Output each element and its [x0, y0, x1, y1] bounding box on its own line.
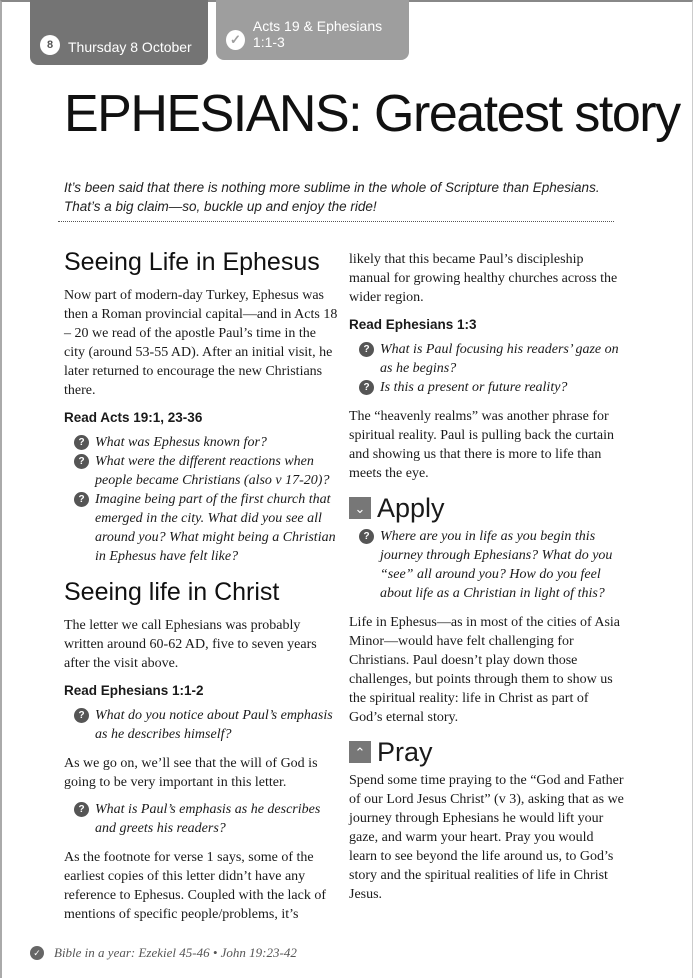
question-icon: ?	[74, 435, 89, 450]
question: ? What were the different reactions when people became Christians (also v 17-20)?	[64, 452, 339, 490]
question: ? Imagine being part of the first church that emerged in the city. What did you see all around you? What might being a Christian in Ephesus have felt like?	[64, 490, 339, 566]
question: ? What is Paul focusing his readers’ gaze on as he begins?	[349, 340, 624, 378]
question: ? What was Ephesus known for?	[64, 433, 339, 452]
question-list	[64, 433, 339, 566]
paragraph: Spend some time praying to the “God and Father of our Lord Jesus Christ” (v 3), asking that as we journey through Ephesians he would lift your gaze, and warm your heart. Pray you would learn to see beyond the life around us, to God’s story and the spiritual realities of life in Christ Jesus.	[349, 773, 624, 902]
left-column	[64, 246, 339, 932]
divider	[58, 221, 614, 222]
question-icon: ?	[359, 342, 374, 357]
paragraph: Now part of modern-day Turkey, Ephesus was then a Roman provincial capital—and in Acts 18 – 20 we read of the apostle Paul’s time in the city (around 53-55 AD). After an initial visit, he later returned to encourage the new Christians there.	[64, 288, 338, 398]
paragraph: Life in Ephesus—as in most of the cities of Asia Minor—would have felt challenging for Christians. Paul doesn’t play down those challenges, but points through them to show us the spiritual reality: life in Christ as part of God’s eternal story.	[349, 615, 621, 725]
day-number-badge: 8	[40, 35, 60, 55]
apply-heading: ⌄ Apply	[349, 497, 624, 519]
pray-heading: ⌃ Pray	[349, 741, 624, 763]
reading-tab	[216, 0, 409, 60]
question-icon: ?	[359, 380, 374, 395]
date: Thursday 8 October	[68, 39, 192, 55]
check-icon: ✓	[30, 946, 44, 960]
question-list	[64, 800, 339, 838]
question: ? What do you notice about Paul’s emphasis as he describes himself?	[64, 706, 339, 744]
question: ? Is this a present or future reality?	[349, 378, 624, 397]
right-column	[349, 250, 624, 912]
check-icon: ✓	[226, 30, 245, 50]
question-list	[64, 706, 339, 744]
question-icon: ?	[74, 802, 89, 817]
question-list	[349, 527, 624, 603]
date-tab	[30, 0, 208, 65]
question-icon: ?	[74, 492, 89, 507]
intro-text: It’s been said that there is nothing more sublime in the whole of Scripture than Ephesians. That’s a big claim—so, buckle up and enjoy the ride!	[64, 180, 600, 214]
bible-in-a-year: Bible in a year: Ezekiel 45-46 • John 19:23-42	[54, 945, 297, 960]
reading-heading: Read Ephesians 1:3	[349, 317, 477, 332]
question-icon: ?	[74, 454, 89, 469]
paragraph: As we go on, we’ll see that the will of God is going to be very important in this letter.	[64, 756, 318, 790]
reading-heading: Read Ephesians 1:1-2	[64, 683, 204, 698]
paragraph: likely that this became Paul’s discipleship manual for growing healthy churches across the wider region.	[349, 252, 618, 305]
question-list	[349, 340, 624, 397]
paragraph: As the footnote for verse 1 says, some of the earliest copies of this letter didn’t have any reference to Ephesus. Coupled with the lack of mentions of specific people/problems, it’s	[64, 850, 327, 922]
question: ? Where are you in life as you begin this journey through Ephesians? What do you “see” all around you? How do you feel about life as a Christian in light of this?	[349, 527, 624, 603]
question-icon: ?	[74, 708, 89, 723]
reading-heading: Read Acts 19:1, 23-36	[64, 410, 203, 425]
question-icon: ?	[359, 529, 374, 544]
paragraph: The “heavenly realms” was another phrase for spiritual reality. Paul is pulling back the curtain and showing us that there is more to life than meets the eye.	[349, 409, 615, 481]
section-heading: Seeing Life in Ephesus	[64, 248, 320, 276]
footer	[30, 945, 297, 961]
chevron-up-icon: ⌃	[349, 741, 371, 763]
page-title: EPHESIANS: Greatest story	[64, 85, 680, 143]
paragraph: The letter we call Ephesians was probably written around 60-62 AD, five to seven years after the visit above.	[64, 618, 317, 671]
reading-reference: Acts 19 & Ephesians 1:1-3	[252, 18, 383, 50]
question: ? What is Paul’s emphasis as he describes and greets his readers?	[64, 800, 339, 838]
chevron-down-icon: ⌄	[349, 497, 371, 519]
section-heading: Seeing life in Christ	[64, 578, 280, 606]
